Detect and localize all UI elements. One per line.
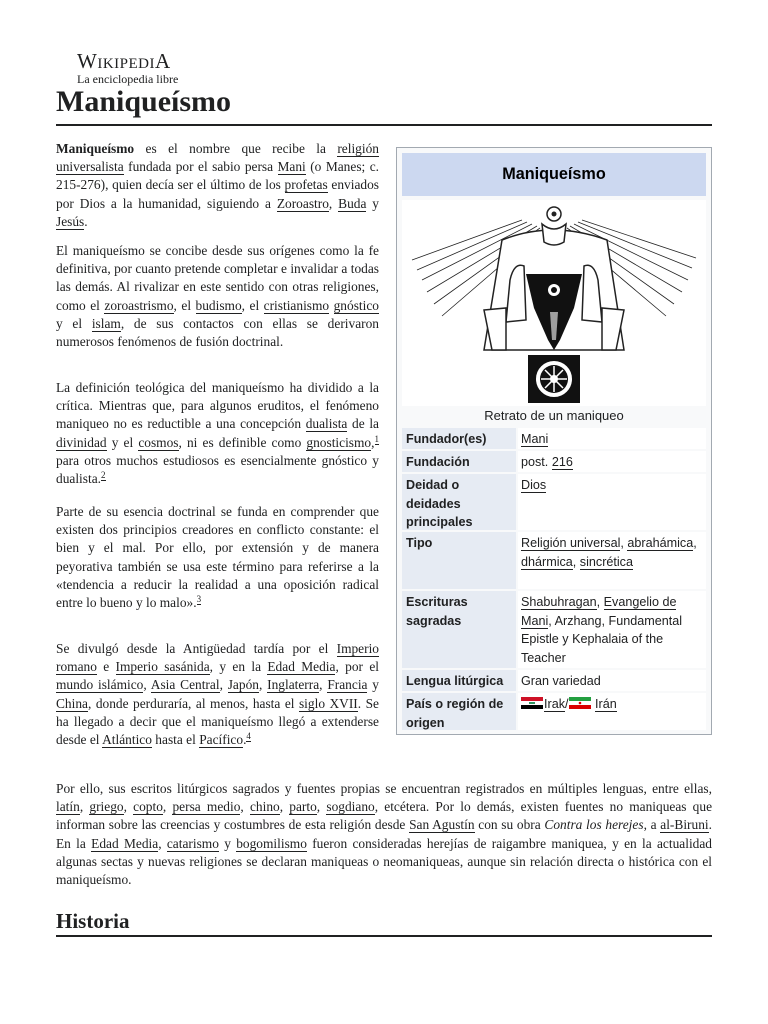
paragraph-intro: Maniqueísmo es el nombre que recibe la religión universalista fundada por el sabio persa Mani (o Manes; c. 215-276), quien decía ser el último de los profetas enviados por Dios a la humanidad, siguiendo a Zoroastro, Buda y Jesús. [56,141,380,229]
link[interactable]: China [56,695,88,711]
title-divider [56,124,712,126]
link[interactable]: copto [133,799,163,815]
infobox-title: Maniqueísmo [402,153,706,196]
link[interactable]: siglo XVII [298,695,358,711]
link[interactable]: San Agustín [409,817,475,833]
row-value [518,428,706,449]
link[interactable]: 216 [551,455,573,469]
link[interactable]: griego [89,799,124,815]
reference[interactable]: 1 [374,433,379,444]
manichaean-portrait-illustration [402,200,706,406]
link[interactable]: abrahámica [627,536,694,550]
bold-term: Maniqueísmo [56,141,135,156]
row-label: Escrituras sagradas [402,591,516,668]
link[interactable]: latín [56,799,80,815]
row-value: post. 216 [518,451,706,472]
section-heading-historia: Historia [56,909,130,933]
link[interactable]: persa medio [172,799,241,815]
link[interactable]: cosmos [138,434,179,450]
link[interactable]: profetas [284,177,328,193]
link[interactable]: religión universalista [56,141,379,175]
infobox-row-language [402,670,706,691]
row-label: Fundador(es) [402,428,516,449]
link[interactable]: Japón [227,677,259,693]
link[interactable]: Zoroastro [276,195,329,211]
row-label: Tipo [402,532,516,589]
link[interactable]: dhármica [521,554,573,569]
link[interactable]: Evangelio de Mani [521,595,677,628]
link[interactable]: bogomilismo [236,835,307,851]
infobox-row-scriptures [402,591,706,668]
link[interactable]: Atlántico [102,732,152,748]
row-label: Fundación [402,451,516,472]
link[interactable]: chino [249,799,280,815]
page-title: Maniqueísmo [56,85,232,118]
link[interactable]: divinidad [56,434,107,450]
link[interactable]: catarismo [166,835,219,851]
link[interactable]: Jesús [56,213,85,229]
link[interactable]: sogdiano [326,799,375,815]
link[interactable]: Francia [327,677,368,693]
reference[interactable]: 4 [246,731,251,742]
row-value: Shabuhragan, Evangelio de Mani, Arzhang, Fundamental Epistle y Kephalaia of the Teacher [518,591,706,668]
row-value: Gran variedad [518,670,706,691]
infobox-row-type [402,532,706,589]
row-value: Religión universal, abrahámica, dhármica, sincrética [518,532,706,589]
reference[interactable]: 3 [196,594,202,605]
link[interactable]: Edad Media [91,835,159,851]
link[interactable]: al-Biruni [660,817,709,833]
row-label: País o región de origen [402,693,516,730]
wikipedia-logo[interactable] [77,50,178,86]
paragraph-4: Parte de su esencia doctrinal se funda en comprender que existen dos principios creadores en conflicto constante: el bien y el mal. Por ello, por extensión y de manera peyorativa también se usa este término para referirse a la «tendencia a reducir la realidad a una oposición radical entre lo bueno y lo malo».$^3$ [56,504,379,611]
link[interactable]: Edad Media [267,659,336,675]
link[interactable]: Mani [521,432,549,446]
link[interactable]: Imperio romano [56,641,379,675]
link[interactable]: Shabuhragan [521,595,597,609]
paragraph-3: La definición teológica del maniqueísmo ha dividido a la crítica. Mientras que, para algunos eruditos, el fenómeno maniqueo no es reductible a una concepción dualista de la divinidad y el cosmos, ni es definible como gnosticismo,$^1$ para otros muchos estudiosos es esencialmente gnóstico y dualista.$^2$ [56,380,379,487]
link[interactable]: cristianismo [263,297,330,313]
link[interactable]: Inglaterra [267,677,320,693]
row-label: Lengua litúrgica [402,670,516,691]
link[interactable]: Irán [595,697,617,711]
row-value: Irak/ Irán [518,693,706,730]
italic-title: Contra los herejes [544,817,644,833]
paragraph-6: Por ello, sus escritos litúrgicos sagrados y fuentes propias se encuentran registrados en múltiples lenguas, entre ellas, latín, griego, copto, persa medio, chino, parto, sogdiano, etcétera. Por lo demás, existen fuentes no maniqueas que informan sobre las creencias y costumbres de esta religión desde San Agustín con su obra Contra los herejes, a al-Biruni. En la Edad Media, catarismo y bogomilismo fueron consideradas herejías de raigambre maniquea, y en la actualidad algunas sectas y nuevas religiones se declaran maniqueas o neomaniqueas, aunque sin relación directa o histórica con el maniqueísmo. [56,781,713,888]
link[interactable]: parto [289,799,317,815]
link[interactable]: zoroastrismo [104,297,174,313]
infobox-row-deity [402,474,706,530]
link[interactable]: Mani [277,159,306,175]
infobox-row-origin [402,693,706,730]
iran-flag-icon [569,697,591,709]
link[interactable]: dualista [305,416,348,432]
paragraph-2: El maniqueísmo se concibe desde sus orígenes como la fe definitiva, por cuanto pretende completar e invalidar a todas las demás. Al rivalizar en este sentido con otras religiones, como el zoroastrismo, el budismo, el cristianismo gnóstico y el islam, de sus contactos con ellas se derivaron numerosos fenómenos de fusión doctrinal. [56,243,379,350]
link[interactable]: Asia Central [150,677,220,693]
paragraph-5: Se divulgó desde la Antigüedad tardía por el Imperio romano e Imperio sasánida, y en la Edad Media, por el mundo islámico, Asia Central, Japón, Inglaterra, Francia y China, donde perduraría, al menos, hasta el siglo XVII. Se ha llegado a decir que el maniqueísmo llegó a extenderse desde el Atlántico hasta el Pacífico.$^4$ [56,641,380,748]
reference[interactable]: 2 [101,470,106,481]
infobox-row-founder [402,428,706,449]
link[interactable]: gnosticismo [306,434,372,450]
link[interactable]: Irak [544,697,565,711]
image-caption: Retrato de un maniqueo [484,408,624,423]
section-divider [56,935,712,937]
link[interactable]: islam [91,315,121,331]
row-value [518,474,706,530]
link[interactable]: Dios [521,478,547,492]
iraq-flag-icon [521,697,543,709]
link[interactable]: Imperio sasánida [115,659,210,675]
infobox [396,147,712,735]
portrait-image[interactable] [402,200,706,406]
link[interactable]: Pacífico [199,732,244,748]
link[interactable]: Buda [338,195,367,211]
wordmark: WikipediA [77,49,171,73]
link[interactable]: gnóstico [333,297,379,313]
tagline: La enciclopedia libre [77,72,179,86]
infobox-row-foundation [402,451,706,472]
link[interactable]: Religión universal [521,536,621,550]
link[interactable]: sincrética [579,554,633,569]
link[interactable]: budismo [195,297,242,313]
row-label: Deidad o deidades principales [402,474,516,530]
link[interactable]: mundo islámico [56,677,144,693]
